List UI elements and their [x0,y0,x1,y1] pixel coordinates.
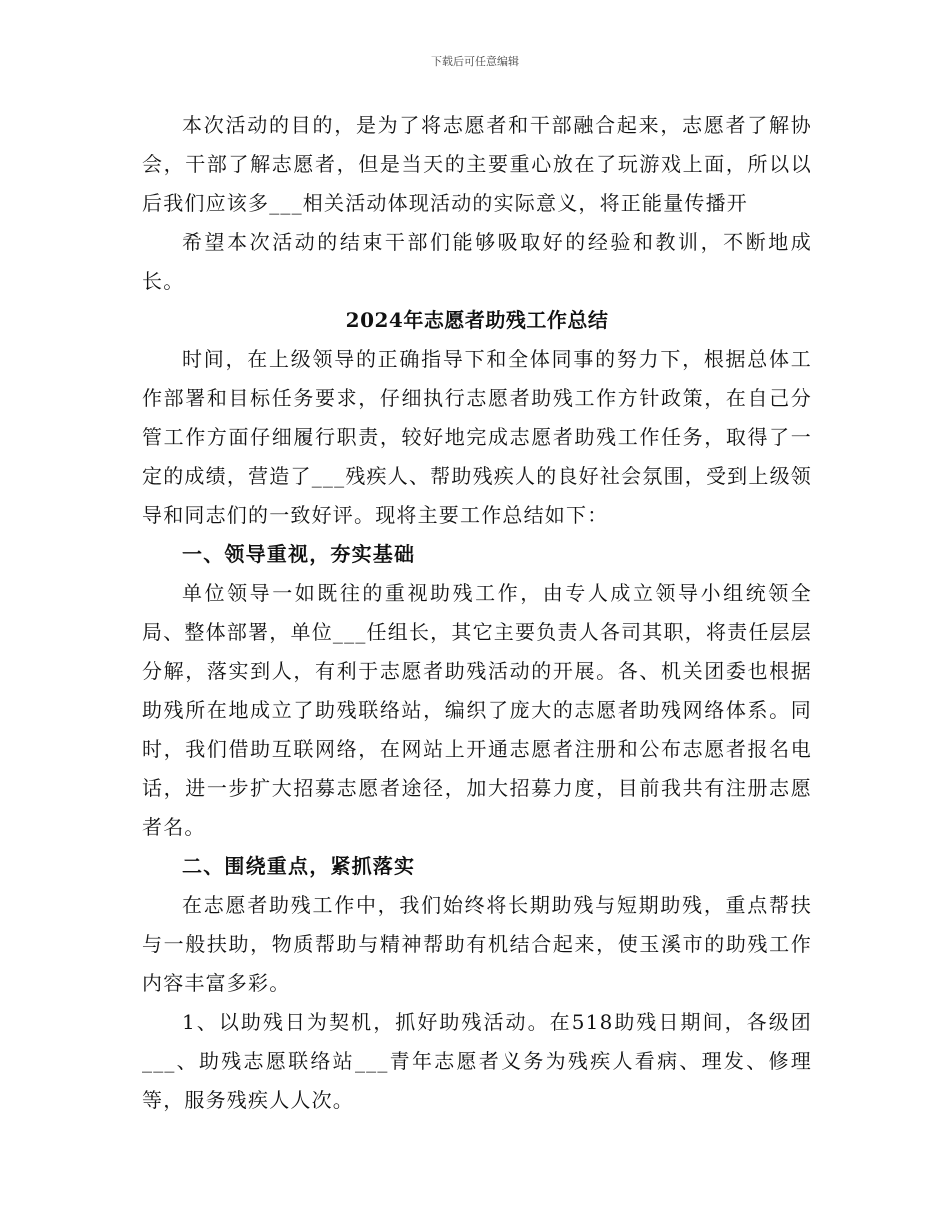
section-heading: 一、领导重视，夯实基础 [182,542,416,566]
paragraph: 希望本次活动的结束干部们能够吸取好的经验和教训，不断地成长。 [142,230,812,293]
paragraph: 在志愿者助残工作中，我们始终将长期助残与短期助残，重点帮扶与一般扶助，物质帮助与精神帮助有机结合起来，使玉溪市的助残工作内容丰富多彩。 [142,893,812,995]
paragraph: 单位领导一如既往的重视助残工作，由专人成立领导小组统领全局、整体部署，单位___任组长，其它主要负责人各司其职，将责任层层分解，落实到人，有利于志愿者助残活动的开展。各、机关团委也根据助残所在地成立了助残联络站，编织了庞大的志愿者助残网络体系。同时，我们借助互联网络，在网站上开通志愿者注册和公布志愿者报名电话，进一步扩大招募志愿者途径，加大招募力度，目前我共有注册志愿者名。 [142,581,812,839]
paragraph: 1、以助残日为契机，抓好助残活动。在518助残日期间，各级团___、助残志愿联络站___青年志愿者义务为残疾人看病、理发、修理等，服务残疾人人次。 [142,1010,812,1112]
document-body [142,106,812,1120]
section-heading: 二、围绕重点，紧抓落实 [182,854,416,878]
page-header: 下载后可任意编辑 [431,55,519,68]
section-title: 2024年志愿者助残工作总结 [345,308,609,332]
paragraph: 本次活动的目的，是为了将志愿者和干部融合起来，志愿者了解协会，干部了解志愿者，但是当天的主要重心放在了玩游戏上面，所以以后我们应该多___相关活动体现活动的实际意义，将正能量传播开 [142,113,812,215]
paragraph: 时间，在上级领导的正确指导下和全体同事的努力下，根据总体工作部署和目标任务要求，仔细执行志愿者助残工作方针政策，在自己分管工作方面仔细履行职责，较好地完成志愿者助残工作任务，取得了一定的成绩，营造了___残疾人、帮助残疾人的良好社会氛围，受到上级领导和同志们的一致好评。现将主要工作总结如下： [142,347,812,527]
